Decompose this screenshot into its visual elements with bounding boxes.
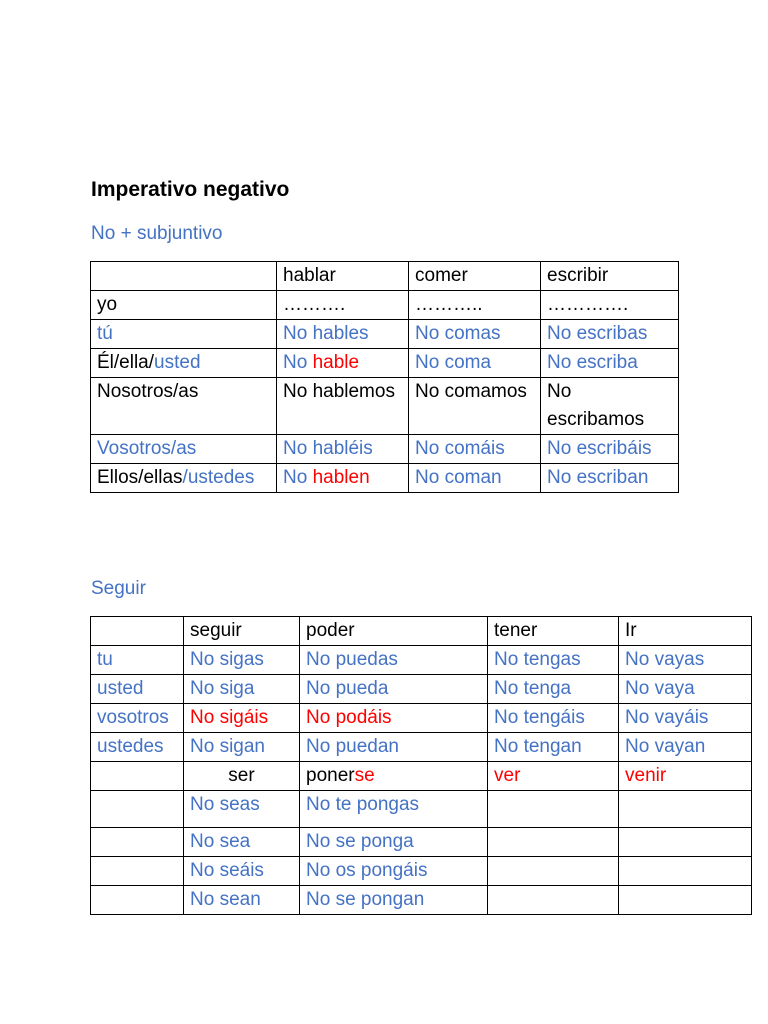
conjugation-cell (184, 646, 300, 675)
person-cell (91, 791, 184, 828)
table-row (91, 435, 679, 464)
table-row (91, 828, 752, 857)
conjugation-cell (619, 617, 752, 646)
cell-text: No sigáis (190, 707, 269, 728)
conjugation-cell (300, 733, 488, 762)
cell-text: Nosotros/as (97, 381, 199, 402)
conjugation-cell (488, 791, 619, 828)
cell-text: …………. (547, 294, 629, 315)
cell-text: No (283, 352, 313, 373)
conjugation-cell (619, 762, 752, 791)
cell-text: No sigan (190, 736, 265, 757)
conjugation-cell (409, 291, 541, 320)
conjugation-cell (184, 828, 300, 857)
cell-text: No vayan (625, 736, 706, 757)
conjugation-cell (409, 435, 541, 464)
cell-text: No vayáis (625, 707, 709, 728)
table-header-cell (91, 262, 277, 291)
cell-text: No (283, 467, 313, 488)
person-cell (91, 733, 184, 762)
cell-text: seguir (190, 620, 242, 641)
person-cell (91, 828, 184, 857)
person-cell (91, 378, 277, 435)
cell-text: tener (494, 620, 538, 641)
table-row (91, 320, 679, 349)
cell-text: No coma (415, 352, 492, 373)
table-row (91, 886, 752, 915)
cell-text: tu (97, 649, 113, 670)
conjugation-cell (184, 762, 300, 791)
conjugation-cell (409, 464, 541, 493)
cell-text: No vaya (625, 678, 695, 699)
conjugation-cell (488, 646, 619, 675)
conjugation-cell (488, 617, 619, 646)
cell-text: No te pongas (306, 794, 420, 815)
cell-text: poder (306, 620, 355, 641)
conjugation-cell (488, 675, 619, 704)
cell-text: No seas (190, 794, 260, 815)
cell-text: Ir (625, 620, 637, 641)
conjugation-cell (300, 762, 488, 791)
cell-text: No sean (190, 889, 261, 910)
cell-text: No tenga (494, 678, 572, 699)
cell-text: poner (306, 765, 355, 786)
table-row (91, 646, 752, 675)
person-cell (91, 291, 277, 320)
conjugation-cell (277, 378, 409, 435)
cell-text: ser (228, 765, 255, 786)
table-header-cell: hablar (277, 262, 409, 291)
conjugation-cell (619, 704, 752, 733)
conjugation-cell (409, 320, 541, 349)
cell-text: usted (97, 678, 144, 699)
subtitle: No + subjuntivo (91, 223, 223, 244)
conjugation-cell (184, 617, 300, 646)
person-cell (91, 762, 184, 791)
conjugation-cell (488, 886, 619, 915)
conjugation-cell (619, 733, 752, 762)
person-cell (91, 464, 277, 493)
cell-text: venir (625, 765, 667, 786)
conjugation-cell (619, 828, 752, 857)
conjugation-cell (619, 646, 752, 675)
cell-text: No se pongan (306, 889, 425, 910)
person-cell (91, 617, 184, 646)
conjugation-cell (184, 791, 300, 828)
conjugation-cell (619, 886, 752, 915)
cell-text: No hables (283, 323, 369, 344)
cell-text: No coman (415, 467, 502, 488)
conjugation-cell (300, 646, 488, 675)
cell-text: vosotros (97, 707, 169, 728)
conjugation-cell (488, 828, 619, 857)
cell-text: Vosotros/as (97, 438, 197, 459)
cell-text: No tengáis (494, 707, 585, 728)
conjugation-table-regular (90, 261, 679, 493)
cell-text: ……….. (415, 294, 483, 315)
cell-text: Él/ella/ (97, 352, 155, 373)
document-title: Imperativo negativo (91, 178, 290, 201)
table-row (91, 464, 679, 493)
table-header-row (91, 617, 752, 646)
conjugation-cell (277, 464, 409, 493)
cell-text: No escribamos (547, 381, 645, 430)
conjugation-table-irregular (90, 616, 752, 915)
conjugation-cell (300, 617, 488, 646)
cell-text: No pueda (306, 678, 389, 699)
cell-text: No habléis (283, 438, 373, 459)
cell-text: ………. (283, 294, 346, 315)
conjugation-cell (184, 857, 300, 886)
conjugation-cell (300, 828, 488, 857)
cell-text: se (354, 765, 375, 786)
conjugation-cell (541, 320, 679, 349)
conjugation-cell (541, 378, 679, 435)
cell-text: usted (154, 352, 201, 373)
conjugation-cell (184, 675, 300, 704)
person-cell (91, 704, 184, 733)
conjugation-cell (409, 378, 541, 435)
conjugation-cell (619, 857, 752, 886)
cell-text: hable (312, 352, 360, 373)
cell-text: No siga (190, 678, 255, 699)
table-row (91, 349, 679, 378)
cell-text: No puedas (306, 649, 398, 670)
conjugation-cell (488, 704, 619, 733)
table-row (91, 791, 752, 828)
cell-text: No tengan (494, 736, 582, 757)
conjugation-cell (409, 349, 541, 378)
cell-text: No comas (415, 323, 501, 344)
conjugation-cell (184, 704, 300, 733)
cell-text: No comamos (415, 381, 527, 402)
conjugation-cell (541, 464, 679, 493)
table-header-row (91, 262, 679, 291)
conjugation-cell (300, 704, 488, 733)
table-row (91, 378, 679, 435)
table-header-cell: escribir (541, 262, 679, 291)
cell-text: No os pongáis (306, 860, 428, 881)
cell-text: No escribas (547, 323, 648, 344)
conjugation-cell (541, 291, 679, 320)
conjugation-cell (300, 857, 488, 886)
cell-text: No hablemos (283, 381, 395, 402)
conjugation-cell (488, 733, 619, 762)
cell-text: hablen (312, 467, 370, 488)
cell-text: No comáis (415, 438, 505, 459)
cell-text: No sea (190, 831, 251, 852)
cell-text: No se ponga (306, 831, 414, 852)
section-title-seguir: Seguir (91, 578, 146, 599)
cell-text: yo (97, 294, 118, 315)
cell-text: /ustedes (182, 467, 255, 488)
conjugation-cell (541, 435, 679, 464)
conjugation-cell (277, 349, 409, 378)
table-row (91, 857, 752, 886)
conjugation-cell (184, 886, 300, 915)
cell-text: No seáis (190, 860, 264, 881)
conjugation-cell (488, 762, 619, 791)
cell-text: No podáis (306, 707, 392, 728)
person-cell (91, 320, 277, 349)
person-cell (91, 349, 277, 378)
table-row (91, 291, 679, 320)
cell-text: No vayas (625, 649, 705, 670)
conjugation-cell (300, 791, 488, 828)
cell-text: No puedan (306, 736, 399, 757)
cell-text: No escribáis (547, 438, 652, 459)
conjugation-cell (619, 675, 752, 704)
person-cell (91, 646, 184, 675)
table-row (91, 733, 752, 762)
table-body (91, 262, 679, 493)
cell-text: No escriban (547, 467, 649, 488)
person-cell (91, 886, 184, 915)
conjugation-cell (277, 435, 409, 464)
conjugation-cell (277, 291, 409, 320)
conjugation-cell (541, 349, 679, 378)
cell-text: tú (97, 323, 113, 344)
conjugation-cell (488, 857, 619, 886)
conjugation-cell (619, 791, 752, 828)
table-row (91, 704, 752, 733)
cell-text: No escriba (547, 352, 638, 373)
table-row (91, 675, 752, 704)
cell-text: No tengas (494, 649, 581, 670)
conjugation-cell (277, 320, 409, 349)
conjugation-cell (300, 886, 488, 915)
cell-text: Ellos/ellas (97, 467, 183, 488)
person-cell (91, 675, 184, 704)
person-cell (91, 857, 184, 886)
table-row (91, 762, 752, 791)
table-body (91, 617, 752, 915)
cell-text: ver (494, 765, 521, 786)
conjugation-cell (300, 675, 488, 704)
cell-text: No sigas (190, 649, 264, 670)
cell-text: ustedes (97, 736, 164, 757)
person-cell (91, 435, 277, 464)
conjugation-cell (184, 733, 300, 762)
table-header-cell: comer (409, 262, 541, 291)
